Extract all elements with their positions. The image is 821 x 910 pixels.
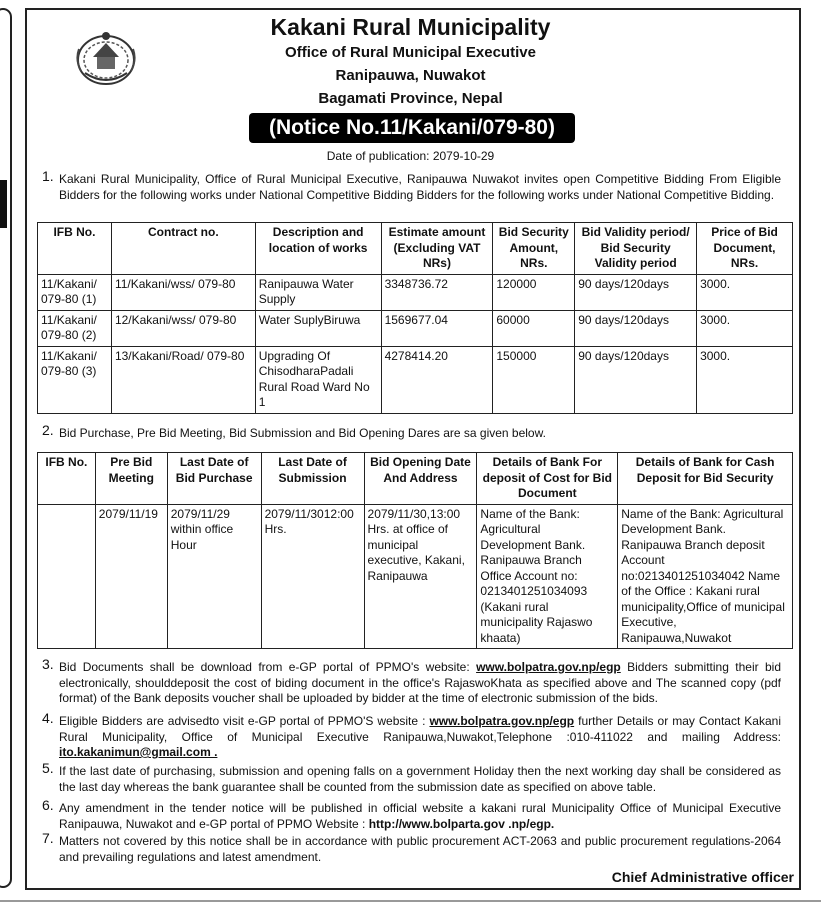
- paragraph-4: [59, 714, 781, 761]
- table-row: [38, 504, 793, 649]
- paragraph-number: 7.: [42, 830, 54, 846]
- paragraph-number: 1.: [42, 168, 54, 184]
- portal-link[interactable]: http://www.bolparta.gov .np/egp.: [368, 816, 555, 831]
- paragraph-5: If the last date of purchasing, submission and opening falls on a government Holiday then the next working day shall be considered as the last day whereas the bank guarantee shall be counted from the submission date as specified on above table.: [59, 764, 781, 794]
- table-cell: 2079/11/3012:00 Hrs.: [261, 504, 364, 649]
- table-cell: Ranipauwa Water Supply: [255, 274, 381, 310]
- table-cell: 2079/11/29 within office Hour: [167, 504, 261, 649]
- column-header: Contract no.: [111, 223, 255, 275]
- table-cell: 90 days/120days: [575, 346, 697, 413]
- table-cell: 3000.: [697, 274, 793, 310]
- signature-title: Chief Administrative officer: [611, 869, 794, 885]
- table-cell: 150000: [493, 346, 575, 413]
- notice-number: (Notice No.11/Kakani/079-80): [249, 113, 575, 143]
- column-header: Price of Bid Document, NRs.: [697, 223, 793, 275]
- column-header: IFB No.: [38, 223, 112, 275]
- paragraph-text: Eligible Bidders are advisedto visit e-GP portal of PPMO'S website :: [59, 714, 430, 728]
- column-header: Bid Opening Date And Address: [364, 453, 477, 505]
- schedule-table: [37, 452, 793, 649]
- column-header: Bid Security Amount, NRs.: [493, 223, 575, 275]
- paragraph-number: 5.: [42, 760, 54, 776]
- table-cell: 11/Kakani/ 079-80 (2): [38, 310, 112, 346]
- office-name: Office of Rural Municipal Executive: [285, 44, 536, 61]
- province: Bagamati Province, Nepal: [318, 90, 503, 107]
- column-header: IFB No.: [38, 453, 96, 505]
- table-cell: 2079/11/19: [95, 504, 167, 649]
- paragraph-6: [59, 801, 781, 832]
- table-row: [38, 346, 793, 413]
- table-cell: 11/Kakani/ 079-80 (1): [38, 274, 112, 310]
- table-cell: 3348736.72: [381, 274, 493, 310]
- table-cell: 120000: [493, 274, 575, 310]
- table-cell: 12/Kakani/wss/ 079-80: [111, 310, 255, 346]
- table-header-row: [38, 223, 793, 275]
- table-cell: 90 days/120days: [575, 274, 697, 310]
- paragraph-number: 3.: [42, 656, 54, 672]
- table-row: [38, 310, 793, 346]
- bolpatra-link[interactable]: www.bolpatra.gov.np/egp: [429, 714, 575, 728]
- paragraph-7: Matters not covered by this notice shall be in accordance with public procurement ACT-2063 and public procurement regulations-2064 and prevailing regulations and latest amendment.: [59, 834, 781, 864]
- table-cell: Name of the Bank: Agricultural Development Bank. Ranipauwa Branch deposit Account no:0213401251034042 Name of the Office : Kakani rural municipality,Office of municipal Executive, Ranipauwa,Nuwakot: [618, 504, 793, 649]
- table-cell: Water SuplyBiruwa: [255, 310, 381, 346]
- column-header: Estimate amount (Excluding VAT NRs): [381, 223, 493, 275]
- table-cell: 11/Kakani/wss/ 079-80: [111, 274, 255, 310]
- paragraph-3: [59, 660, 781, 707]
- paragraph-text: Bid Documents shall be download from e-GP portal of PPMO's website:: [59, 660, 477, 674]
- table-cell: 3000.: [697, 310, 793, 346]
- paragraph-text: Any amendment in the tender notice will be published in official website a kakani rural Municipality Office of Municipal Executive Ranipauwa, Nuwakot and e-GP portal of PPMO Website :: [59, 801, 781, 831]
- paragraph-number: 2.: [42, 422, 54, 438]
- left-binding-edge: [0, 8, 12, 888]
- email-link[interactable]: ito.kakanimun@gmail.com .: [59, 745, 218, 759]
- table-cell: 1569677.04: [381, 310, 493, 346]
- table-cell: 90 days/120days: [575, 310, 697, 346]
- table-cell: 13/Kakani/Road/ 079-80: [111, 346, 255, 413]
- paragraph-text: Bidders submitting their bid electronically, shoulddeposit the cost of biding document in the office's RajaswoKhata as specified above and The scanned copy (pdf format) of the Bank deposits voucher shall be uploaded by bidder at the time of electronic submission of the bids.: [59, 660, 782, 705]
- table-cell: 4278414.20: [381, 346, 493, 413]
- table-cell: 60000: [493, 310, 575, 346]
- paragraph-text: further Details or may Contact Kakani Rural Municipality, Office of Municipal Executive Ranipauwa,Nuwakot,Telephone :010-411022 and mailing Address:: [59, 714, 781, 744]
- column-header: Details of Bank for Cash Deposit for Bid Security: [618, 453, 793, 505]
- left-edge-mark: [0, 180, 7, 228]
- paragraph-2: Bid Purchase, Pre Bid Meeting, Bid Submission and Bid Opening Dares are sa given below.: [59, 426, 546, 440]
- publication-date: Date of publication: 2079-10-29: [326, 149, 495, 163]
- works-table: [37, 222, 793, 414]
- page-bottom-line: [0, 900, 821, 902]
- column-header: Description and location of works: [255, 223, 381, 275]
- column-header: Bid Validity period/ Bid Security Validity period: [575, 223, 697, 275]
- paragraph-number: 6.: [42, 797, 54, 813]
- column-header: Last Date of Submission: [261, 453, 364, 505]
- table-row: [38, 274, 793, 310]
- table-cell: Name of the Bank: Agricultural Development Bank. Ranipauwa Branch Office Account no: 0213401251034093 (Kakani rural municipality Rajaswo khaata): [477, 504, 618, 649]
- table-cell: 3000.: [697, 346, 793, 413]
- bolpatra-link[interactable]: www.bolpatra.gov.np/egp: [476, 660, 621, 674]
- column-header: Pre Bid Meeting: [95, 453, 167, 505]
- municipality-title: Kakani Rural Municipality: [270, 14, 551, 40]
- table-cell: [38, 504, 96, 649]
- table-cell: 11/Kakani/ 079-80 (3): [38, 346, 112, 413]
- paragraph-number: 4.: [42, 710, 54, 726]
- paragraph-1: Kakani Rural Municipality, Office of Rural Municipal Executive, Ranipauwa Nuwakot invites open Competitive Bidding From Eligible Bidders for the following works under National Competitive Bidding Bidders for the following works under National Competitive Bidding.: [59, 172, 781, 202]
- office-location: Ranipauwa, Nuwakot: [335, 67, 486, 84]
- table-cell: Upgrading Of ChisodharaPadali Rural Road Ward No 1: [255, 346, 381, 413]
- column-header: Details of Bank For deposit of Cost for Bid Document: [477, 453, 618, 505]
- column-header: Last Date of Bid Purchase: [167, 453, 261, 505]
- table-header-row: [38, 453, 793, 505]
- table-cell: 2079/11/30,13:00 Hrs. at office of municipal executive, Kakani, Ranipauwa: [364, 504, 477, 649]
